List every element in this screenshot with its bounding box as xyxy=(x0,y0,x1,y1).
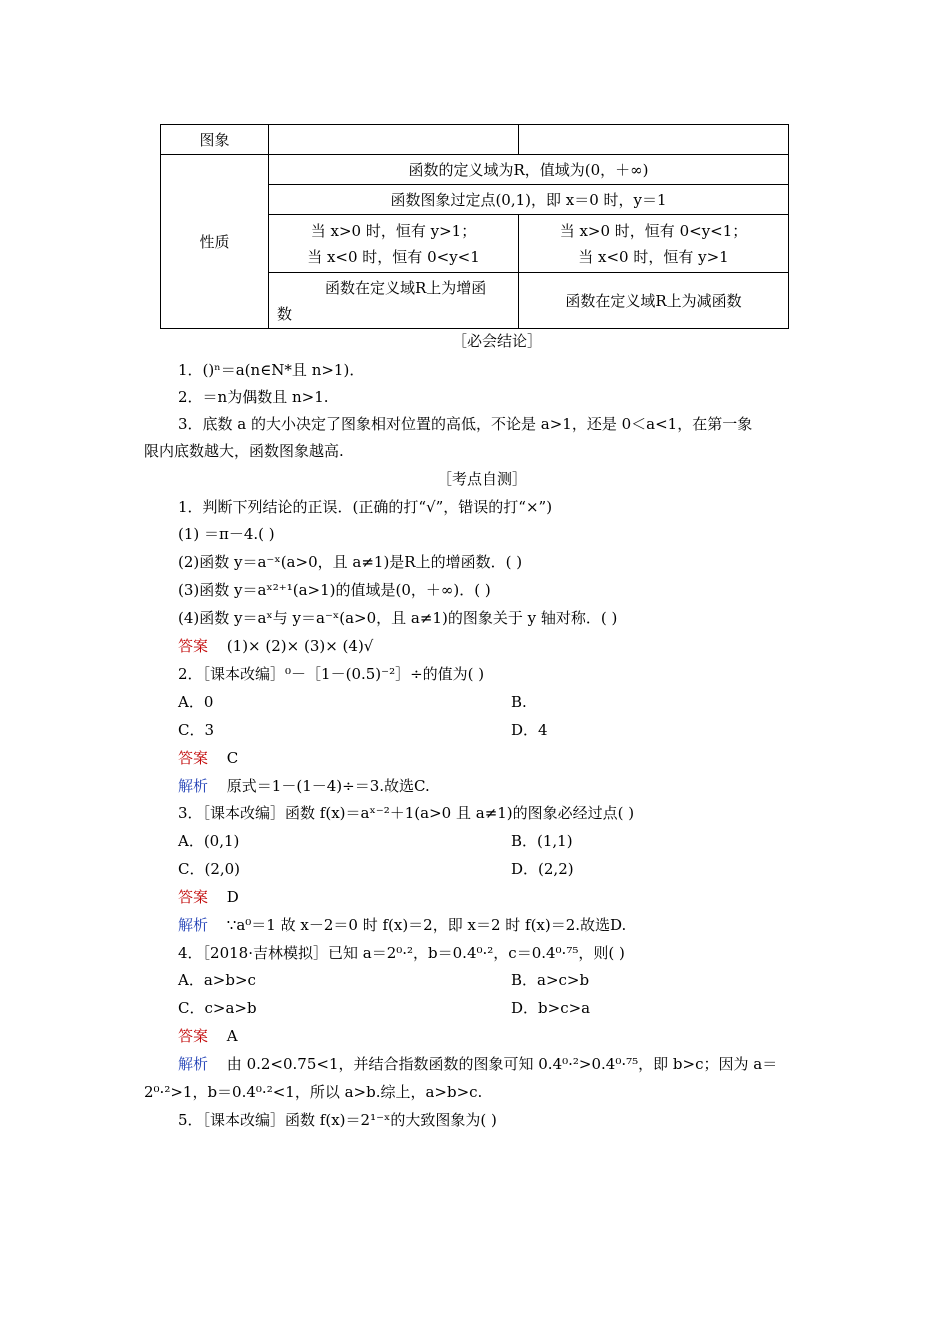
left-monotonic-2: 数 xyxy=(277,304,293,323)
properties-table xyxy=(160,124,789,329)
q2-option-d: D．4 xyxy=(511,721,548,739)
image-row-label: 图象 xyxy=(161,125,269,155)
properties-row-label: 性质 xyxy=(161,155,269,329)
q2-option-c: C．3 xyxy=(178,721,215,739)
q2-answer-row xyxy=(178,748,238,768)
conclusion-1: 1．()ⁿ＝a(n∈N*且 n>1)． xyxy=(178,361,365,379)
q3-analysis: ∵a⁰＝1 故 x－2＝0 时 f(x)＝2，即 x＝2 时 f(x)＝2.故选D. xyxy=(226,916,627,934)
domain-range-cell: 函数的定义域为R，值域为(0，＋∞) xyxy=(269,155,789,185)
section-title-self-test: ［考点自测］ xyxy=(437,470,528,488)
answer-label: 答案 xyxy=(178,888,209,906)
q4-option-a: A．a>b>c xyxy=(178,971,256,989)
q1-answer: (1)× (2)× (3)× (4)√ xyxy=(226,637,374,655)
answer-label: 答案 xyxy=(178,749,209,767)
right-condition-2: 当 x<0 时，恒有 y>1 xyxy=(578,247,729,266)
q4-option-b: B．a>c>b xyxy=(511,971,590,989)
q1-answer-row xyxy=(178,636,373,656)
left-monotonic-1: 函数在定义域R上为增函 xyxy=(325,278,487,297)
image-cell-left xyxy=(269,125,519,155)
q4-option-d: D．b>c>a xyxy=(511,999,591,1017)
q3-analysis-row xyxy=(178,915,626,935)
q3-option-c: C．(2,0) xyxy=(178,860,241,878)
q1-stem: 1．判断下列结论的正误．(正确的打“√”，错误的打“×”) xyxy=(178,498,553,516)
q2-option-a: A．0 xyxy=(178,693,214,711)
image-cell-right xyxy=(519,125,789,155)
analysis-label: 解析 xyxy=(178,1055,209,1073)
q4-analysis-row xyxy=(178,1054,777,1074)
analysis-label: 解析 xyxy=(178,916,209,934)
conclusion-2: 2．＝n为偶数且 n>1. xyxy=(178,388,329,406)
q4-option-c: C．c>a>b xyxy=(178,999,257,1017)
answer-label: 答案 xyxy=(178,637,209,655)
q4-stem: 4．［2018·吉林模拟］已知 a＝2⁰·²，b＝0.4⁰·²，c＝0.4⁰·⁷⁵，则( ) xyxy=(178,944,625,962)
q3-stem: 3．［课本改编］函数 f(x)＝aˣ⁻²＋1(a>0 且 a≠1)的图象必经过点( ) xyxy=(178,804,635,822)
q4-analysis-2: 2⁰·²>1，b＝0.4⁰·²<1，所以 a>b.综上，a>b>c. xyxy=(144,1083,483,1101)
q2-stem: 2．［课本改编］⁰－［1－(0.5)⁻²］÷的值为( ) xyxy=(178,665,485,683)
q2-analysis-row xyxy=(178,776,430,796)
q5-stem: 5．［课本改编］函数 f(x)＝2¹⁻ˣ的大致图象为( ) xyxy=(178,1111,497,1129)
q3-option-d: D．(2,2) xyxy=(511,860,574,878)
right-monotonic-cell: 函数在定义域R上为减函数 xyxy=(519,273,789,329)
left-condition-1: 当 x>0 时，恒有 y>1； xyxy=(310,221,477,240)
answer-label: 答案 xyxy=(178,1027,209,1045)
q3-answer: D xyxy=(226,888,239,906)
q1-item-4: (4)函数 y＝aˣ与 y＝a⁻ˣ(a>0，且 a≠1)的图象关于 y 轴对称．( ) xyxy=(178,609,618,627)
right-condition-1: 当 x>0 时，恒有 0<y<1； xyxy=(559,221,748,240)
fixed-point-cell: 函数图象过定点(0,1)，即 x＝0 时，y＝1 xyxy=(269,185,789,215)
q3-answer-row xyxy=(178,887,239,907)
conclusion-3: 3．底数 a 的大小决定了图象相对位置的高低，不论是 a>1，还是 0＜a<1，在第一象 xyxy=(178,415,753,433)
q4-answer: A xyxy=(226,1027,238,1045)
q1-item-3: (3)函数 y＝aˣ²⁺¹(a>1)的值域是(0，＋∞)．( ) xyxy=(178,581,491,599)
q4-analysis-1: 由 0.2<0.75<1，并结合指数函数的图象可知 0.4⁰·²>0.4⁰·⁷⁵，即 b>c；因为 a＝ xyxy=(226,1055,778,1073)
conclusion-3-cont: 限内底数越大，函数图象越高. xyxy=(144,442,344,460)
q1-item-2: (2)函数 y＝a⁻ˣ(a>0，且 a≠1)是R上的增函数．( ) xyxy=(178,553,523,571)
q2-analysis: 原式＝1－(1－4)÷＝3.故选C. xyxy=(226,777,430,795)
left-condition-cell xyxy=(269,215,519,273)
q3-option-a: A．(0,1) xyxy=(178,832,240,850)
q2-option-b: B. xyxy=(511,693,527,711)
analysis-label: 解析 xyxy=(178,777,209,795)
q2-answer: C xyxy=(226,749,239,767)
left-condition-2: 当 x<0 时，恒有 0<y<1 xyxy=(307,247,480,266)
right-condition-cell xyxy=(519,215,789,273)
q4-answer-row xyxy=(178,1026,238,1046)
q3-option-b: B．(1,1) xyxy=(511,832,573,850)
left-monotonic-cell xyxy=(269,273,519,329)
section-title-conclusions: ［必会结论］ xyxy=(452,332,543,350)
q1-item-1: (1) ＝π－4.( ) xyxy=(178,525,275,543)
